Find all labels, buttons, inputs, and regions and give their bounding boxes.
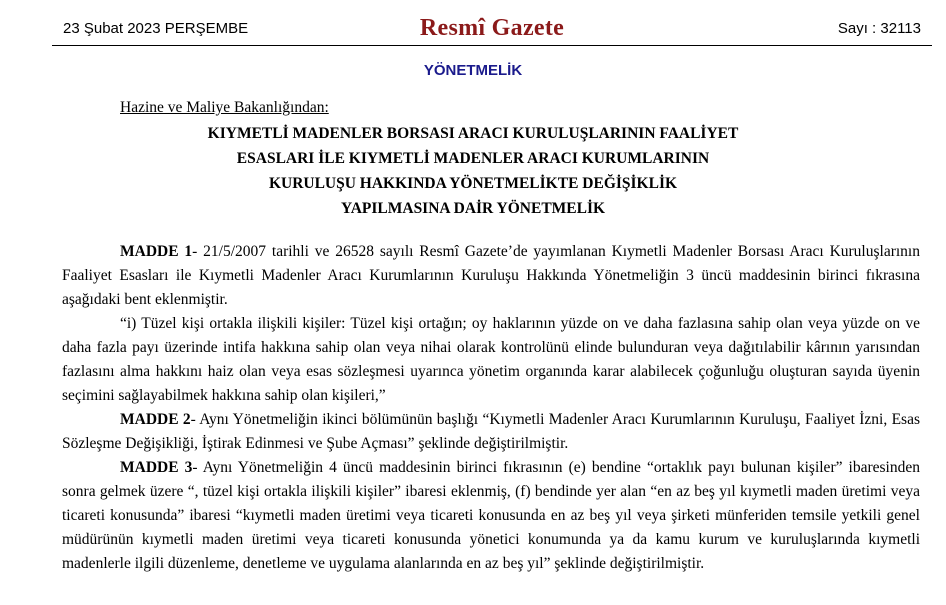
publication-date: 23 Şubat 2023 PERŞEMBE xyxy=(63,20,249,37)
gazette-title: Resmî Gazete xyxy=(419,15,565,41)
article-number: MADDE 2 xyxy=(120,411,191,428)
article-paragraph xyxy=(62,408,920,456)
clause-text: “i) Tüzel kişi ortakla ilişkili kişiler: Tüzel kişi ortağın; oy haklarının yüzde on ve daha fazlasına sahip olan veya yüzde on ve daha fazla payı üzerinde intifa hakkına sahip olan veya nihai olarak kontrolünü elinde bulunduran veya dağıtılabilir kârının yarısından fazlasını alma hakkını haiz olan veya esas sözleşmesi uyarınca yönetim organında karar alabilecek çoğunluğu oluşturan sayıda üyenin seçimini sağlayabilmek hakkına sahip olan kişileri,” xyxy=(62,315,920,404)
gazette-header xyxy=(52,0,932,45)
clause-paragraph xyxy=(62,312,920,408)
article-paragraph xyxy=(62,240,920,312)
issue-number: Sayı : 32113 xyxy=(837,20,921,37)
issuing-ministry: Hazine ve Maliye Bakanlığından: xyxy=(120,99,329,116)
article-paragraph xyxy=(62,456,920,576)
header-divider xyxy=(52,45,932,46)
article-text: - 21/5/2007 tarihli ve 26528 sayılı Resmî Gazete’de yayımlanan Kıymetli Madenler Borsası Aracı Kuruluşlarının Faaliyet Esasları ile Kıymetli Madenler Aracı Kurumlarının Kuruluşu Hakkında Yönetmeliğin 3 üncü maddesinin birinci fıkrasına aşağıdaki bent eklenmiştir. xyxy=(62,243,920,308)
article-text: - Aynı Yönetmeliğin ikinci bölümünün başlığı “Kıymetli Madenler Aracı Kurumlarının Kuruluşu, Faaliyet İzni, Esas Sözleşme Değişikliği, İştirak Edinmesi ve Şube Açması” şeklinde değiştirilmiştir. xyxy=(62,411,920,452)
article-number: MADDE 1 xyxy=(120,243,193,260)
section-heading: YÖNETMELİK xyxy=(423,62,523,79)
article-text: - Aynı Yönetmeliğin 4 üncü maddesinin birinci fıkrasının (e) bendine “ortaklık payı bulunan kişiler” ibaresinden sonra gelmek üzere “, tüzel kişi ortakla ilişkili kişiler” ibaresi eklenmiş, (f) bendinde yer alan “en az beş yıl kıymetli maden üretimi veya ticareti konusunda” ibaresi “kıymetli maden üretimi veya ticareti konusunda en az beş yıl veya şirketi münferiden temsile yetkili genel müdürünün kıymetli maden üretimi veya ticareti konusunda yönetici konumunda ya da kamu kurum ve kuruluşlarında kıymetli madenlerle ilgili düzenleme, denetleme ve uygulama alanlarında en az beş yıl” şeklinde değiştirilmiştir. xyxy=(62,459,920,572)
regulation-title-line: ESASLARI İLE KIYMETLİ MADENLER ARACI KURUMLARININ xyxy=(236,150,710,167)
regulation-title-line: YAPILMASINA DAİR YÖNETMELİK xyxy=(340,200,606,217)
article-number: MADDE 3 xyxy=(120,459,193,476)
regulation-title-line: KIYMETLİ MADENLER BORSASI ARACI KURULUŞLARININ FAALİYET xyxy=(207,125,739,142)
regulation-title-line: KURULUŞU HAKKINDA YÖNETMELİKTE DEĞİŞİKLİK xyxy=(268,175,678,192)
regulation-body xyxy=(62,240,920,576)
regulation-title xyxy=(62,121,884,221)
